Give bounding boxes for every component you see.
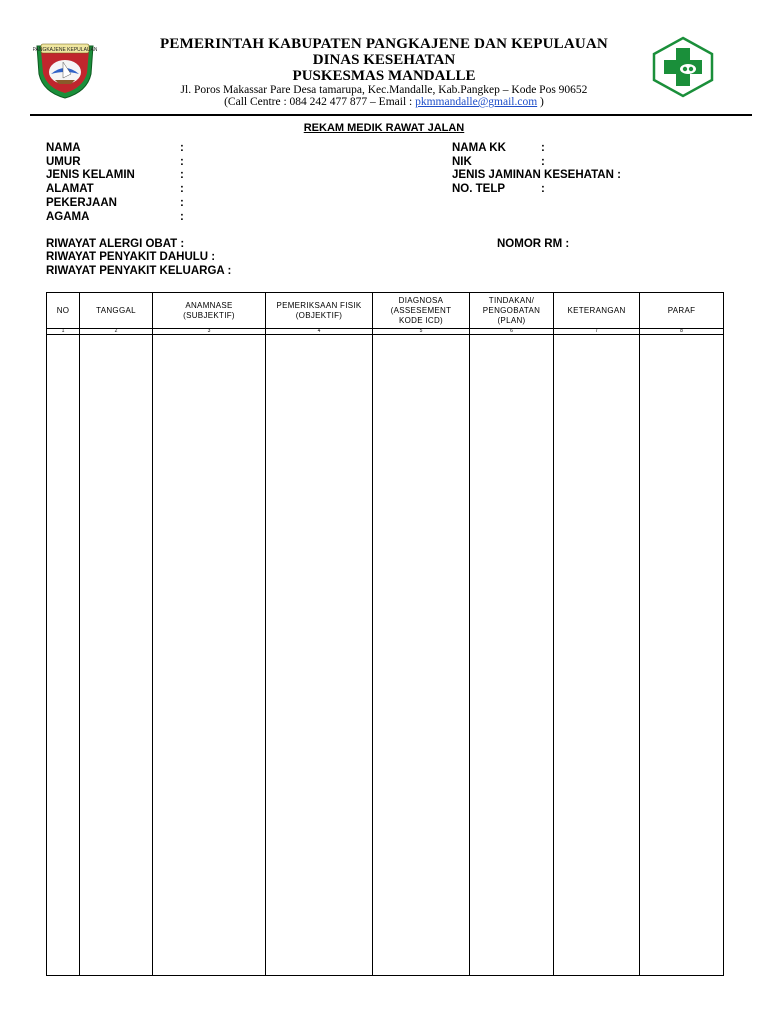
field-nama: NAMA <box>46 142 81 154</box>
field-no-telp: NO. TELP <box>452 183 506 195</box>
col-header-tindakan-label: TINDAKAN/ PENGOBATAN (PLAN) <box>482 295 541 325</box>
col-number: 6 <box>510 328 513 334</box>
contact-suffix: ) <box>537 96 544 108</box>
col-header-pemeriksaan <box>266 293 372 328</box>
header-department: DINAS KESEHATAN <box>312 52 456 68</box>
col-header-paraf-label: PARAF <box>667 305 696 315</box>
col-number: 8 <box>680 328 683 334</box>
header-government: PEMERINTAH KABUPATEN PANGKAJENE DAN KEPULAUAN <box>160 36 608 52</box>
column-divider <box>469 293 470 975</box>
field-jenis-kelamin: JENIS KELAMIN <box>46 169 135 181</box>
col-number: 4 <box>317 328 321 334</box>
col-header-diagnosa-label: DIAGNOSA (ASSESEMENT KODE ICD) <box>390 295 452 325</box>
column-divider <box>553 293 554 975</box>
col-header-keterangan <box>554 293 639 328</box>
col-number: 1 <box>61 328 65 334</box>
colon: : <box>180 183 184 195</box>
colon: : <box>180 142 184 154</box>
col-header-tindakan <box>470 293 553 328</box>
column-divider <box>265 293 266 975</box>
colon: : <box>541 183 545 195</box>
medical-record-table <box>46 292 724 976</box>
field-riwayat-alergi: RIWAYAT ALERGI OBAT : <box>46 238 185 250</box>
col-number: 7 <box>595 328 598 334</box>
header-contact <box>110 96 658 108</box>
col-number: 5 <box>419 328 423 334</box>
field-nomor-rm: NOMOR RM : <box>497 238 570 250</box>
kabupaten-logo <box>33 40 97 100</box>
column-divider <box>372 293 373 975</box>
field-agama: AGAMA <box>46 211 90 223</box>
colon: : <box>180 211 184 223</box>
colon: : <box>541 156 545 168</box>
col-header-no-label: NO <box>56 305 70 315</box>
field-nik: NIK <box>452 156 472 168</box>
logo-banner-text: PANGKAJENE KEPULAUAN <box>33 47 97 53</box>
col-header-diagnosa <box>373 293 469 328</box>
header-rule <box>30 114 752 116</box>
puskesmas-logo <box>650 36 716 98</box>
col-header-no <box>47 293 79 328</box>
col-header-anamnase-label: ANAMNASE (SUBJEKTIF) <box>183 300 235 320</box>
colon: : <box>180 197 184 209</box>
number-row-divider <box>47 334 723 335</box>
colon: : <box>180 156 184 168</box>
header-address: Jl. Poros Makassar Pare Desa tamarupa, Kec.Mandalle, Kab.Pangkep – Kode Pos 90652 <box>180 84 588 96</box>
contact-prefix: (Call Centre : 084 242 477 877 – Email : <box>224 96 416 108</box>
field-alamat: ALAMAT <box>46 183 94 195</box>
document-title: REKAM MEDIK RAWAT JALAN <box>303 122 465 134</box>
field-pekerjaan: PEKERJAAN <box>46 197 117 209</box>
column-divider <box>639 293 640 975</box>
col-header-keterangan-label: KETERANGAN <box>567 305 626 315</box>
header-puskesmas: PUSKESMAS MANDALLE <box>292 68 476 84</box>
colon: : <box>180 169 184 181</box>
col-header-tanggal-label: TANGGAL <box>96 305 136 315</box>
col-header-paraf <box>640 293 723 328</box>
field-jenis-jaminan: JENIS JAMINAN KESEHATAN : <box>452 169 621 181</box>
field-umur: UMUR <box>46 156 81 168</box>
field-nama-kk: NAMA KK <box>452 142 506 154</box>
col-header-anamnase <box>153 293 265 328</box>
field-riwayat-penyakit-keluarga: RIWAYAT PENYAKIT KELUARGA : <box>46 265 232 277</box>
col-number: 3 <box>207 328 211 334</box>
column-divider <box>152 293 153 975</box>
colon: : <box>541 142 545 154</box>
col-header-pemeriksaan-label: PEMERIKSAAN FISIK (OBJEKTIF) <box>276 300 362 320</box>
email-link[interactable]: pkmmandalle@gmail.com <box>415 96 538 108</box>
column-divider <box>79 293 80 975</box>
col-number: 2 <box>114 328 118 334</box>
col-header-tanggal <box>80 293 152 328</box>
field-riwayat-penyakit-dahulu: RIWAYAT PENYAKIT DAHULU : <box>46 251 216 263</box>
